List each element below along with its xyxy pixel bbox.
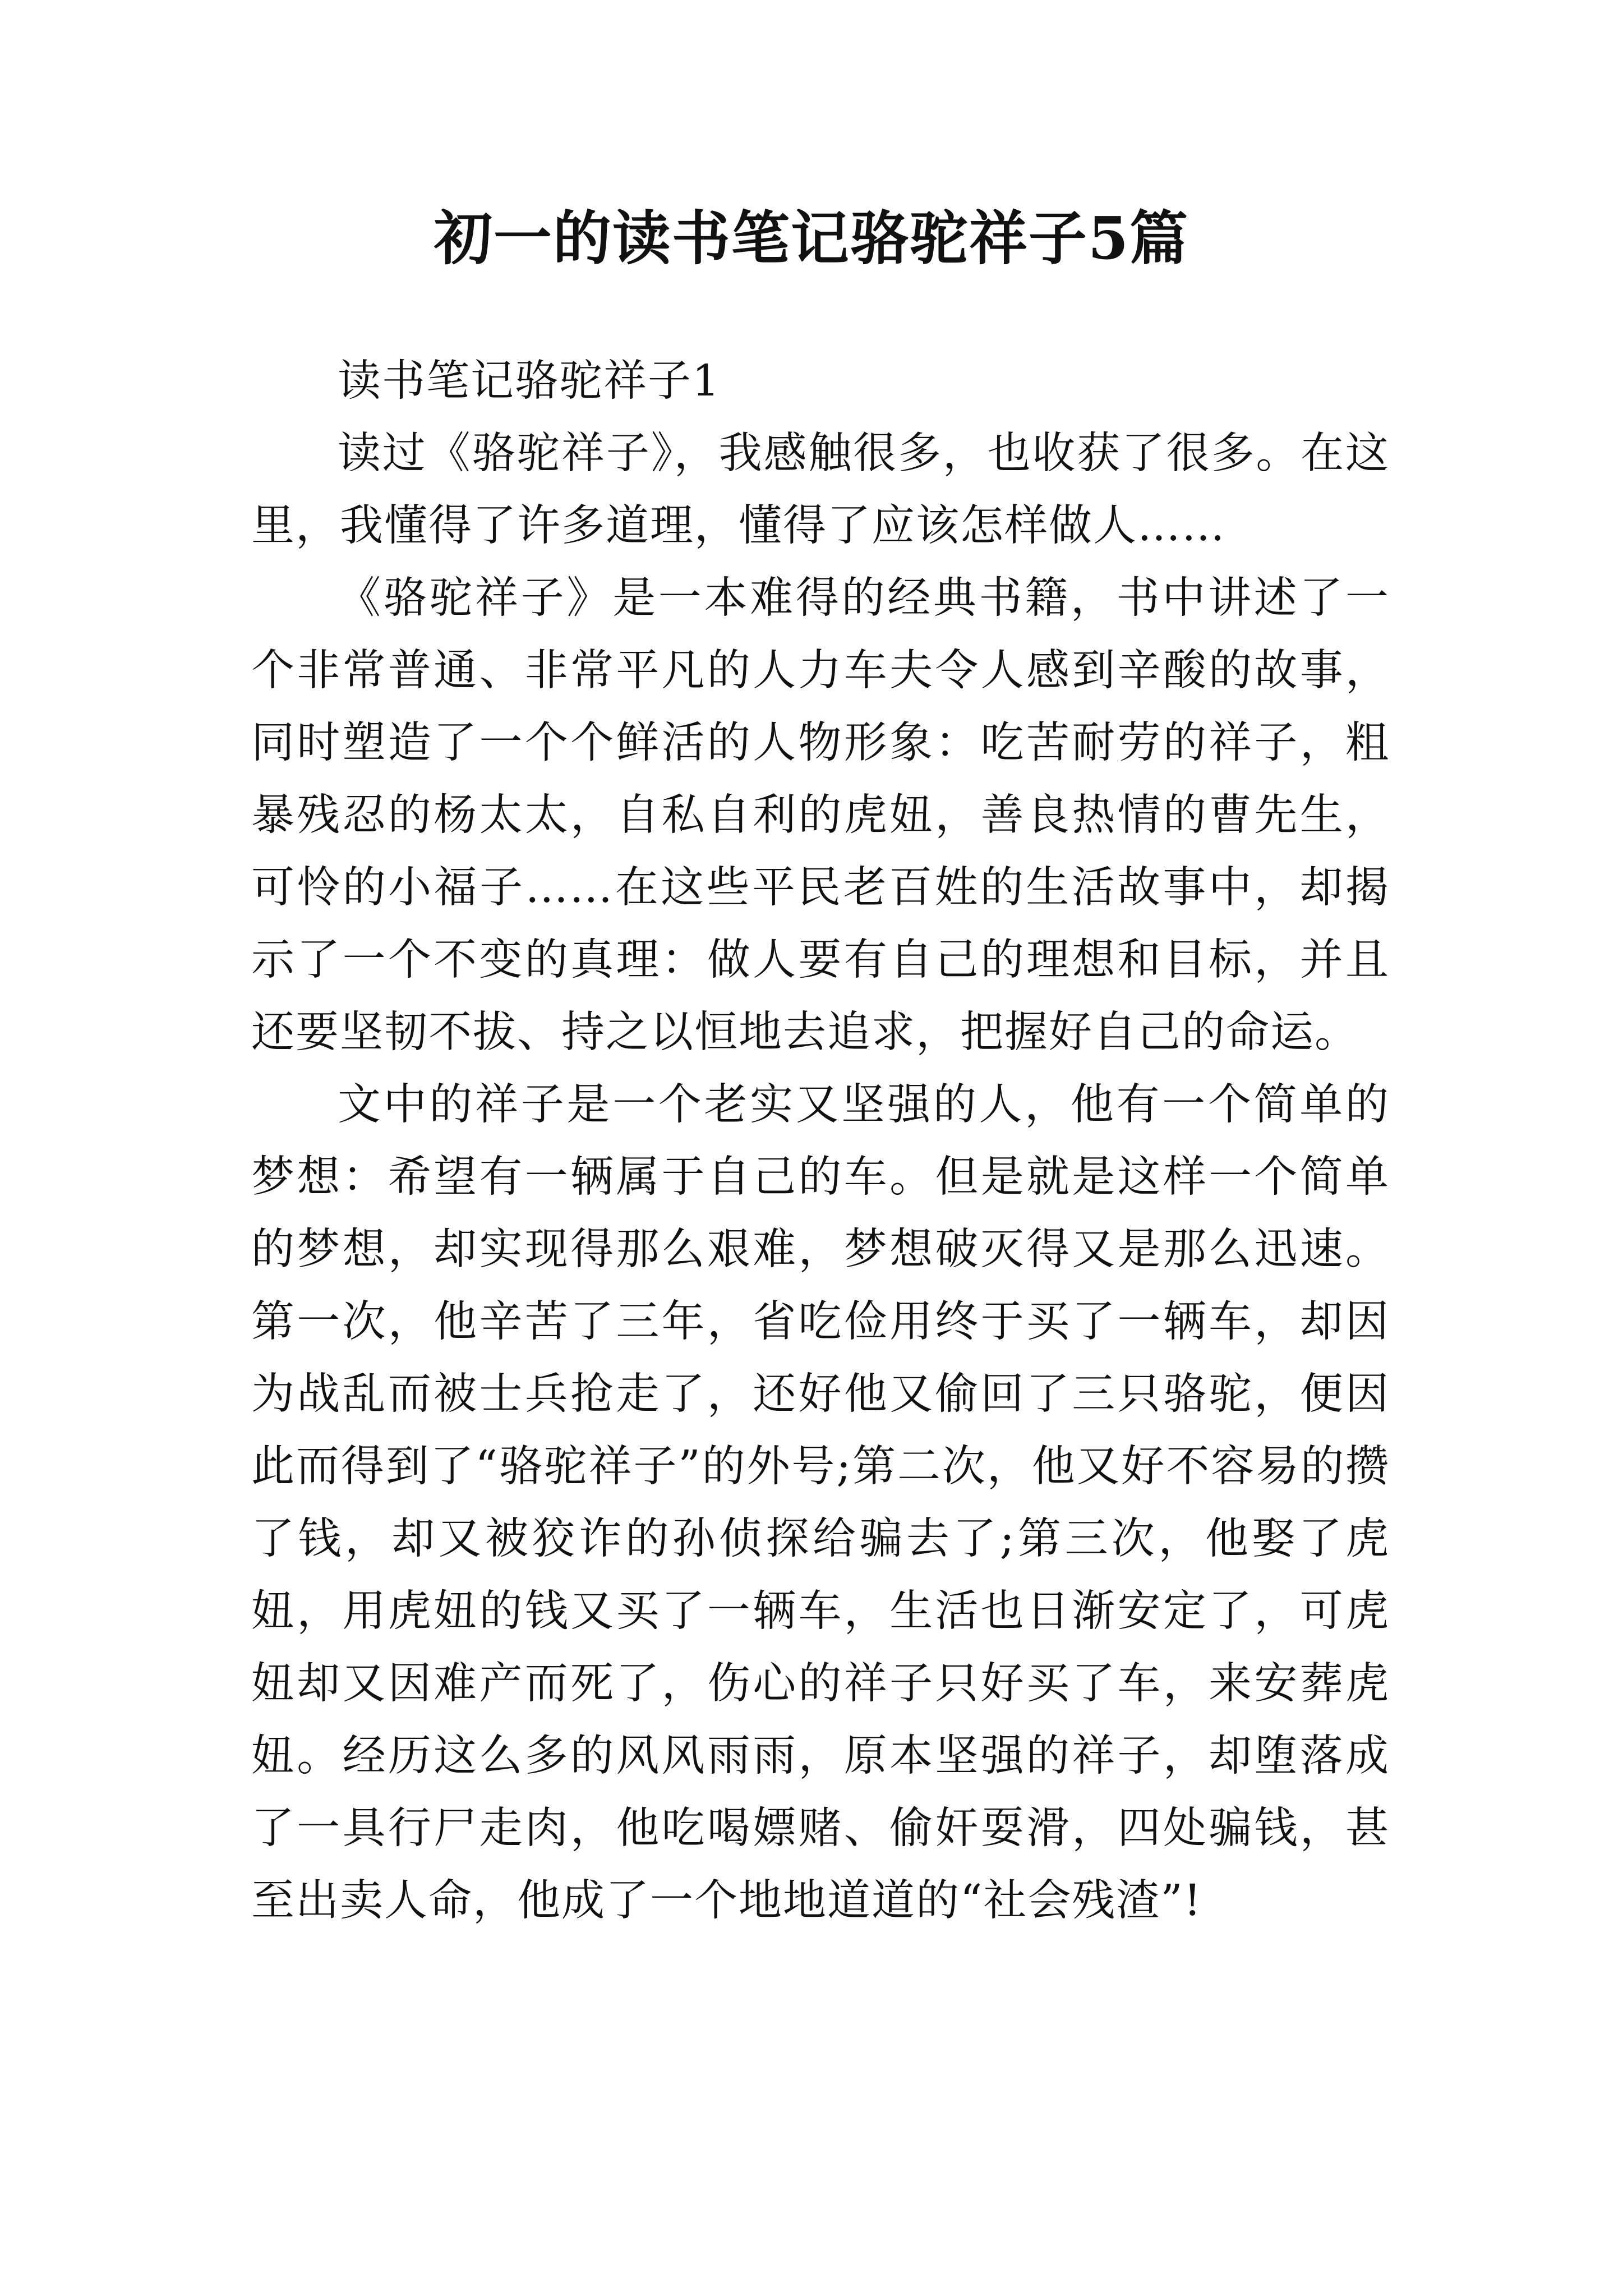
section-heading: 读书笔记骆驼祥子1 xyxy=(338,356,721,406)
paragraph-2: 《骆驼祥子》是一本难得的经典书籍，书中讲述了一个非常普通、非常平凡的人力车夫令人感到辛酸的故事，同时塑造了一个个鲜活的人物形象：吃苦耐劳的祥子，粗暴残忍的杨太太，自私自利的虎妞，善良热情的曹先生，可怜的小福子……在这些平民老百姓的生活故事中，却揭示了一个不变的真理：做人要有自己的理想和目标，并且还要坚韧不拔、持之以恒地去追求，把握好自己的命运。 xyxy=(251,573,1390,1057)
document-title: 初一的读书笔记骆驼祥子5篇 xyxy=(434,204,1189,273)
paragraph-3: 文中的祥子是一个老实又坚强的人，他有一个简单的梦想：希望有一辆属于自己的车。但是就是这样一个简单的梦想，却实现得那么艰难，梦想破灭得又是那么迅速。第一次，他辛苦了三年，省吃俭用终于买了一辆车，却因为战乱而被士兵抢走了，还好他又偷回了三只骆驼，便因此而得到了“骆驼祥子”的外号;第二次，他又好不容易的攒了钱，却又被狡诈的孙侦探给骗去了;第三次，他娶了虎妞，用虎妞的钱又买了一辆车，生活也日渐安定了，可虎妞却又因难产而死了，伤心的祥子只好买了车，来安葬虎妞。经历这么多的风风雨雨，原本坚强的祥子，却堕落成了一具行尸走肉，他吃喝嫖赌、偷奸耍滑，四处骗钱，甚至出卖人命，他成了一个地地道道的“社会残渣”! xyxy=(251,1080,1390,1926)
paragraph-1: 读过《骆驼祥子》，我感触很多，也收获了很多。在这里，我懂得了许多道理，懂得了应该怎样做人…… xyxy=(251,429,1390,551)
document-body xyxy=(251,345,1390,1937)
